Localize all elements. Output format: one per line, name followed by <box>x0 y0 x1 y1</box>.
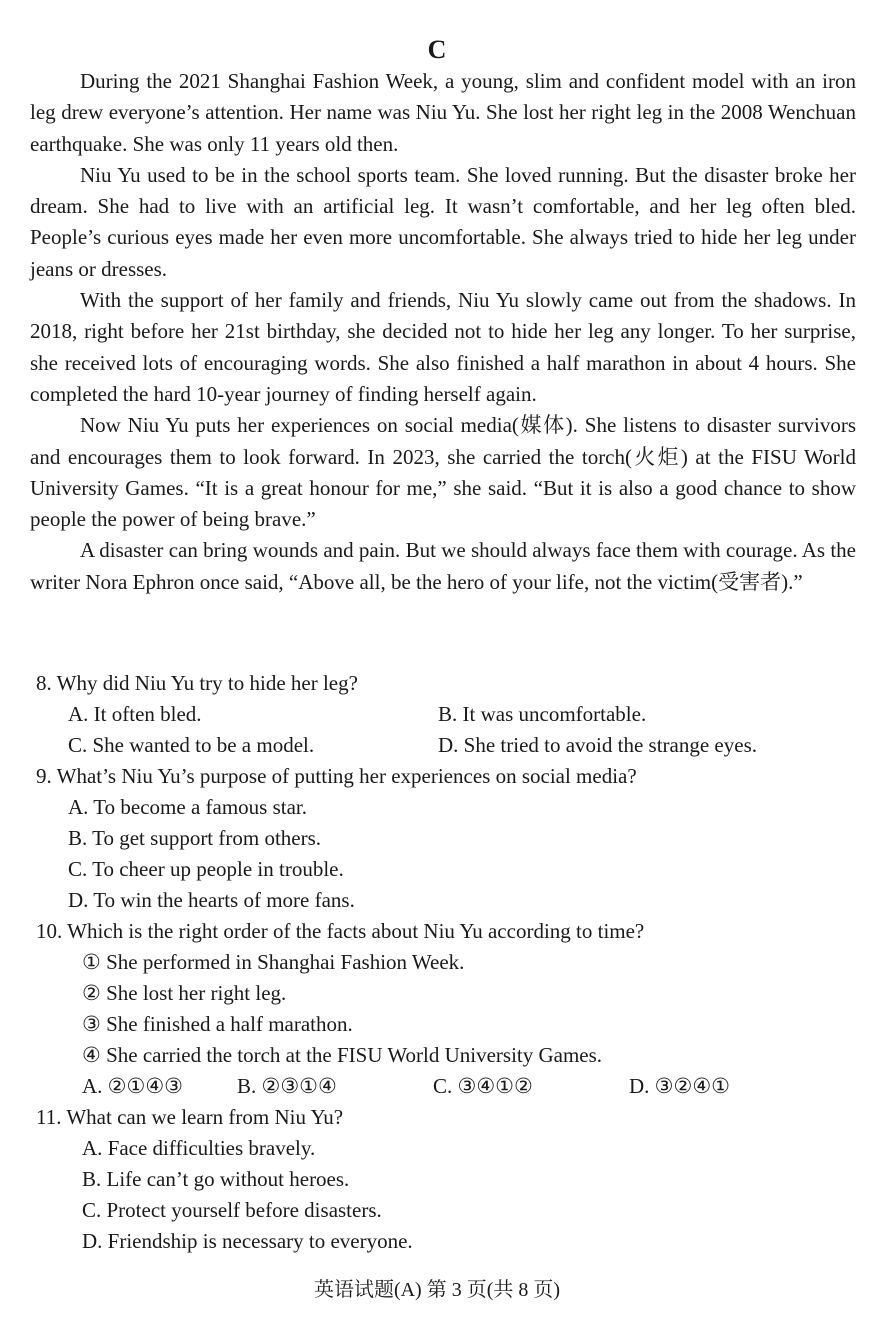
option-a: A. It often bled. <box>68 702 202 726</box>
option-b: B. Life can’t go without heroes. <box>82 1167 350 1191</box>
fact-1: ① She performed in Shanghai Fashion Week. <box>82 950 465 974</box>
question-stem: 11. What can we learn from Niu Yu? <box>36 1105 344 1129</box>
question-stem: 10. Which is the right order of the facts about Niu Yu according to time? <box>36 919 645 943</box>
option-a: A. To become a famous star. <box>68 795 307 819</box>
option-row <box>36 1071 856 1102</box>
section-title: C <box>427 35 447 64</box>
passage-paragraph-4: Now Niu Yu puts her experiences on social media(媒体). She listens to disaster survivors and encourages them to look forward. In 2023, she carried the torch(火炬) at the FISU World University Games. “It is a great honour for me,” she said. “But it is also a good chance to show people the power of being brave.” <box>30 413 856 532</box>
option-b: B. ②③①④ <box>237 1074 337 1098</box>
question-8 <box>36 668 856 761</box>
option-a: A. ②①④③ <box>82 1074 183 1098</box>
passage-paragraph-1: During the 2021 Shanghai Fashion Week, a young, slim and confident model with an iron leg drew everyone’s attention. Her name was Niu Yu. She lost her right leg in the 2008 Wenchuan earthquake. She was only 11 years old then. <box>30 69 856 156</box>
option-d: D. Friendship is necessary to everyone. <box>82 1229 413 1253</box>
question-stem: 9. What’s Niu Yu’s purpose of putting her experiences on social media? <box>36 764 637 788</box>
passage-paragraph-3: With the support of her family and friends, Niu Yu slowly came out from the shadows. In 2018, right before her 21st birthday, she decided not to hide her leg any longer. To her surprise, she received lots of encouraging words. She also finished a half marathon in about 4 hours. She completed the hard 10-year journey of finding herself again. <box>30 288 856 406</box>
question-11 <box>36 1102 856 1257</box>
option-b: B. To get support from others. <box>68 826 322 850</box>
option-d: D. To win the hearts of more fans. <box>68 888 355 912</box>
passage-paragraph-2: Niu Yu used to be in the school sports team. She loved running. But the disaster broke her dream. She had to live with an artificial leg. It wasn’t comfortable, and her leg often bled. People’s curious eyes made her even more uncomfortable. She always tried to hide her leg under jeans or dresses. <box>30 162 856 281</box>
option-c: C. To cheer up people in trouble. <box>68 857 344 881</box>
question-list <box>36 668 856 1257</box>
option-c: C. ③④①② <box>433 1074 533 1098</box>
reading-passage <box>30 66 856 598</box>
fact-3: ③ She finished a half marathon. <box>82 1012 353 1036</box>
option-row <box>36 699 856 730</box>
option-d: D. ③②④① <box>629 1074 730 1098</box>
option-b: B. It was uncomfortable. <box>438 702 647 726</box>
fact-4: ④ She carried the torch at the FISU World University Games. <box>82 1043 603 1067</box>
option-a: A. Face difficulties bravely. <box>82 1136 316 1160</box>
fact-2: ② She lost her right leg. <box>82 981 287 1005</box>
option-row <box>36 730 856 761</box>
option-c: C. She wanted to be a model. <box>68 733 315 757</box>
option-c: C. Protect yourself before disasters. <box>82 1198 382 1222</box>
page-footer: 英语试题(A) 第 3 页(共 8 页) <box>313 1279 561 1301</box>
passage-paragraph-5: A disaster can bring wounds and pain. But we should always face them with courage. As the writer Nora Ephron once said, “Above all, be the hero of your life, not the victim(受害者).” <box>30 538 856 594</box>
question-stem: 8. Why did Niu Yu try to hide her leg? <box>36 671 358 695</box>
question-10 <box>36 916 856 1102</box>
question-9 <box>36 761 856 916</box>
option-d: D. She tried to avoid the strange eyes. <box>438 733 757 757</box>
